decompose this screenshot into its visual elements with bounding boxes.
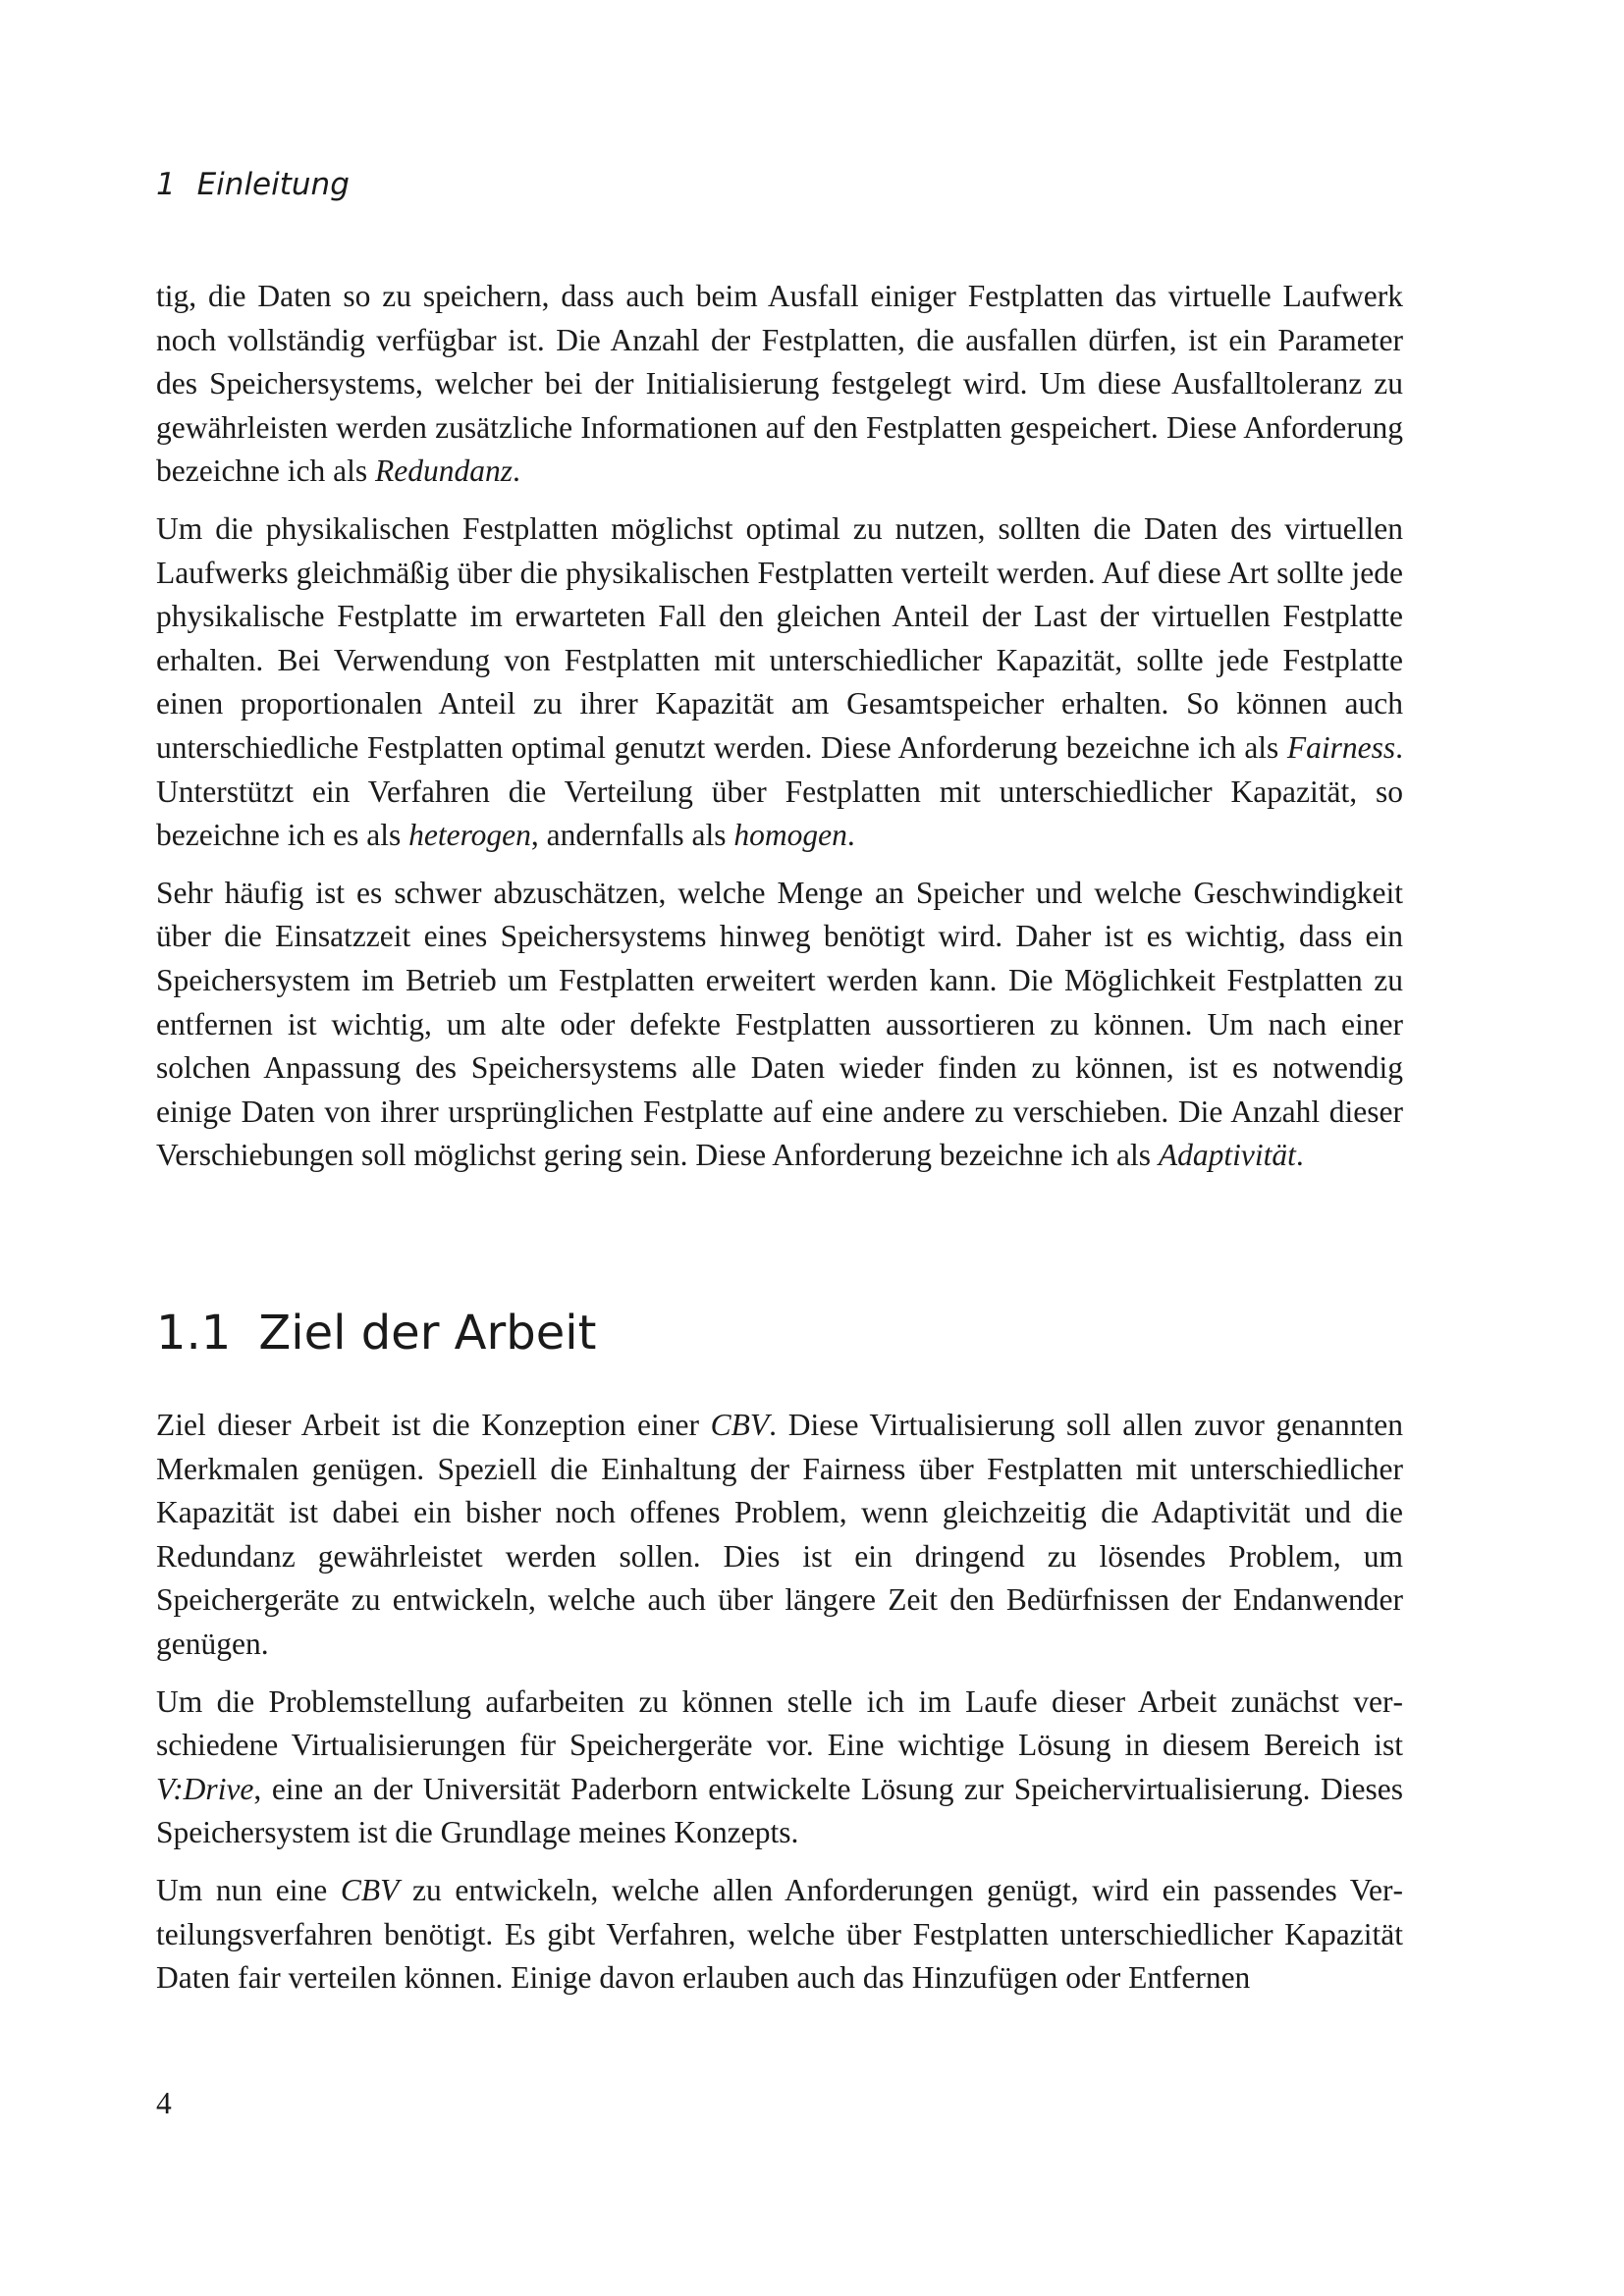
text-run: , andernfalls als xyxy=(530,818,734,853)
text-block-ziel xyxy=(156,1404,1403,2014)
text-run: . Diese Virtualisierung soll allen zuvor genannten Merkmalen genügen. Speziell die Einhaltung der Fairness über Festplatten mit unterschiedlicher Kapazität ist dabei ein bisher noch offenes Problem, wenn gleichzeitig die Adaptivität und die Redundanz gewährleistet werden sollen. Dies ist ein dringend zu lösendes Problem, um Speichergeräte zu entwickeln, welche auch über längere Zeit den Bedürfnissen der Endanwender genügen. xyxy=(156,1408,1403,1661)
text-run: Ziel dieser Arbeit ist die Konzeption einer xyxy=(156,1408,711,1442)
section-title: Ziel der Arbeit xyxy=(258,1306,597,1361)
section-heading xyxy=(156,1304,596,1362)
term-fairness: Fairness xyxy=(1286,729,1396,765)
text-run: zu entwickeln, welche allen Anforderungen genügt, wird ein passendes Verteilungsverfahren benötigt. Es gibt Verfahren, welche über Festplatten unterschiedlicher Kapazität Daten fair verteilen können. Einige davon erlauben auch das Hinzufügen oder Entfernen xyxy=(156,1872,1403,1996)
paragraph-verteilung xyxy=(156,1869,1403,2001)
term-cbv: CBV xyxy=(710,1408,770,1442)
page-number: 4 xyxy=(156,2086,172,2120)
term-redundanz: Redundanz xyxy=(375,454,513,489)
text-run: Sehr häufig ist es schwer abzuschätzen, welche Menge an Speicher und welche Geschwindigkeit über die Einsatzzeit eines Speichersystems hinweg benötigt wird. Daher ist es wichtig, dass ein Speichersystem im Betrieb um Festplatten erweitert werden kann. Die Möglichkeit Festplatten zu entfernen ist wichtig, um alte oder defekte Festplatten aussortieren zu können. Um nach einer solchen Anpassung des Speichersystems alle Daten wieder finden zu können, ist es notwendig einige Daten von ihrer ursprünglichen Festplatte auf eine andere zu verschieben. Die Anzahl dieser Verschiebungen soll möglichst gering sein. Diese Anforderung bezeichne ich als xyxy=(156,875,1403,1173)
text-run: Um die Problemstellung aufarbeiten zu können stelle ich im Laufe dieser Arbeit zunächst verschiedene Virtualisierungen für Speichergeräte vor. Eine wichtige Lösung in diesem Bereich ist xyxy=(156,1683,1403,1763)
section-number: 1.1 xyxy=(156,1306,232,1361)
text-run: Um nun eine xyxy=(156,1872,341,1907)
chapter-number: 1 xyxy=(156,167,176,202)
term-homogen: homogen xyxy=(733,818,847,853)
running-head xyxy=(156,165,350,204)
term-vdrive: V:Drive xyxy=(156,1771,254,1806)
paragraph-fairness xyxy=(156,507,1403,858)
paragraph-vdrive xyxy=(156,1681,1403,1855)
text-run: tig, die Daten so zu speichern, dass auch beim Ausfall einiger Festplatten das virtuelle Laufwerk noch vollständig verfügbar ist. Die Anzahl der Festplatten, die ausfallen dürfen, ist ein Parameter des Speichersystems, welcher bei der Initialisierung festgelegt wird. Um diese Ausfalltoleranz zu gewährleisten werden zusätzliche Informationen auf den Festplatten gespeichert. Diese Anforderung bezeichne ich als xyxy=(156,279,1403,489)
paragraph-ziel xyxy=(156,1404,1403,1667)
paragraph-adaptivitaet xyxy=(156,872,1403,1178)
chapter-title: Einleitung xyxy=(196,167,350,202)
text-run: , eine an der Universität Paderborn entwickelte Lösung zur Speichervirtualisierung. Dieses Speichersystem ist die Grundlage meines Konzepts. xyxy=(156,1771,1403,1850)
text-run: . xyxy=(513,454,520,489)
text-run: . Unterstützt ein Verfahren die Verteilung über Festplatten mit unterschiedlicher Kapazität, so bezeichne ich es als xyxy=(156,729,1403,853)
text-block-intro xyxy=(156,275,1403,1192)
term-heterogen: heterogen xyxy=(408,818,531,853)
term-adaptivitaet: Adaptivität xyxy=(1158,1138,1296,1173)
term-cbv: CBV xyxy=(340,1872,400,1907)
text-run: . xyxy=(846,818,855,853)
paragraph-redundanz xyxy=(156,275,1403,494)
text-run: . xyxy=(1295,1138,1304,1173)
text-run: Um die physikalischen Festplatten möglichst optimal zu nutzen, sollten die Daten des virtuellen Laufwerks gleichmäßig über die physikalischen Festplatten verteilt werden. Auf diese Art sollte jede physikalische Festplatte im erwarteten Fall den gleichen Anteil der Last der virtuellen Festplatte erhalten. Bei Verwendung von Festplatten mit unterschiedlicher Kapazität, sollte jede Festplatte einen proportionalen Anteil zu ihrer Kapazität am Gesamtspeicher erhalten. So können auch unterschiedliche Festplatten optimal genutzt werden. Diese Anforderung bezeichne ich als xyxy=(156,510,1403,765)
